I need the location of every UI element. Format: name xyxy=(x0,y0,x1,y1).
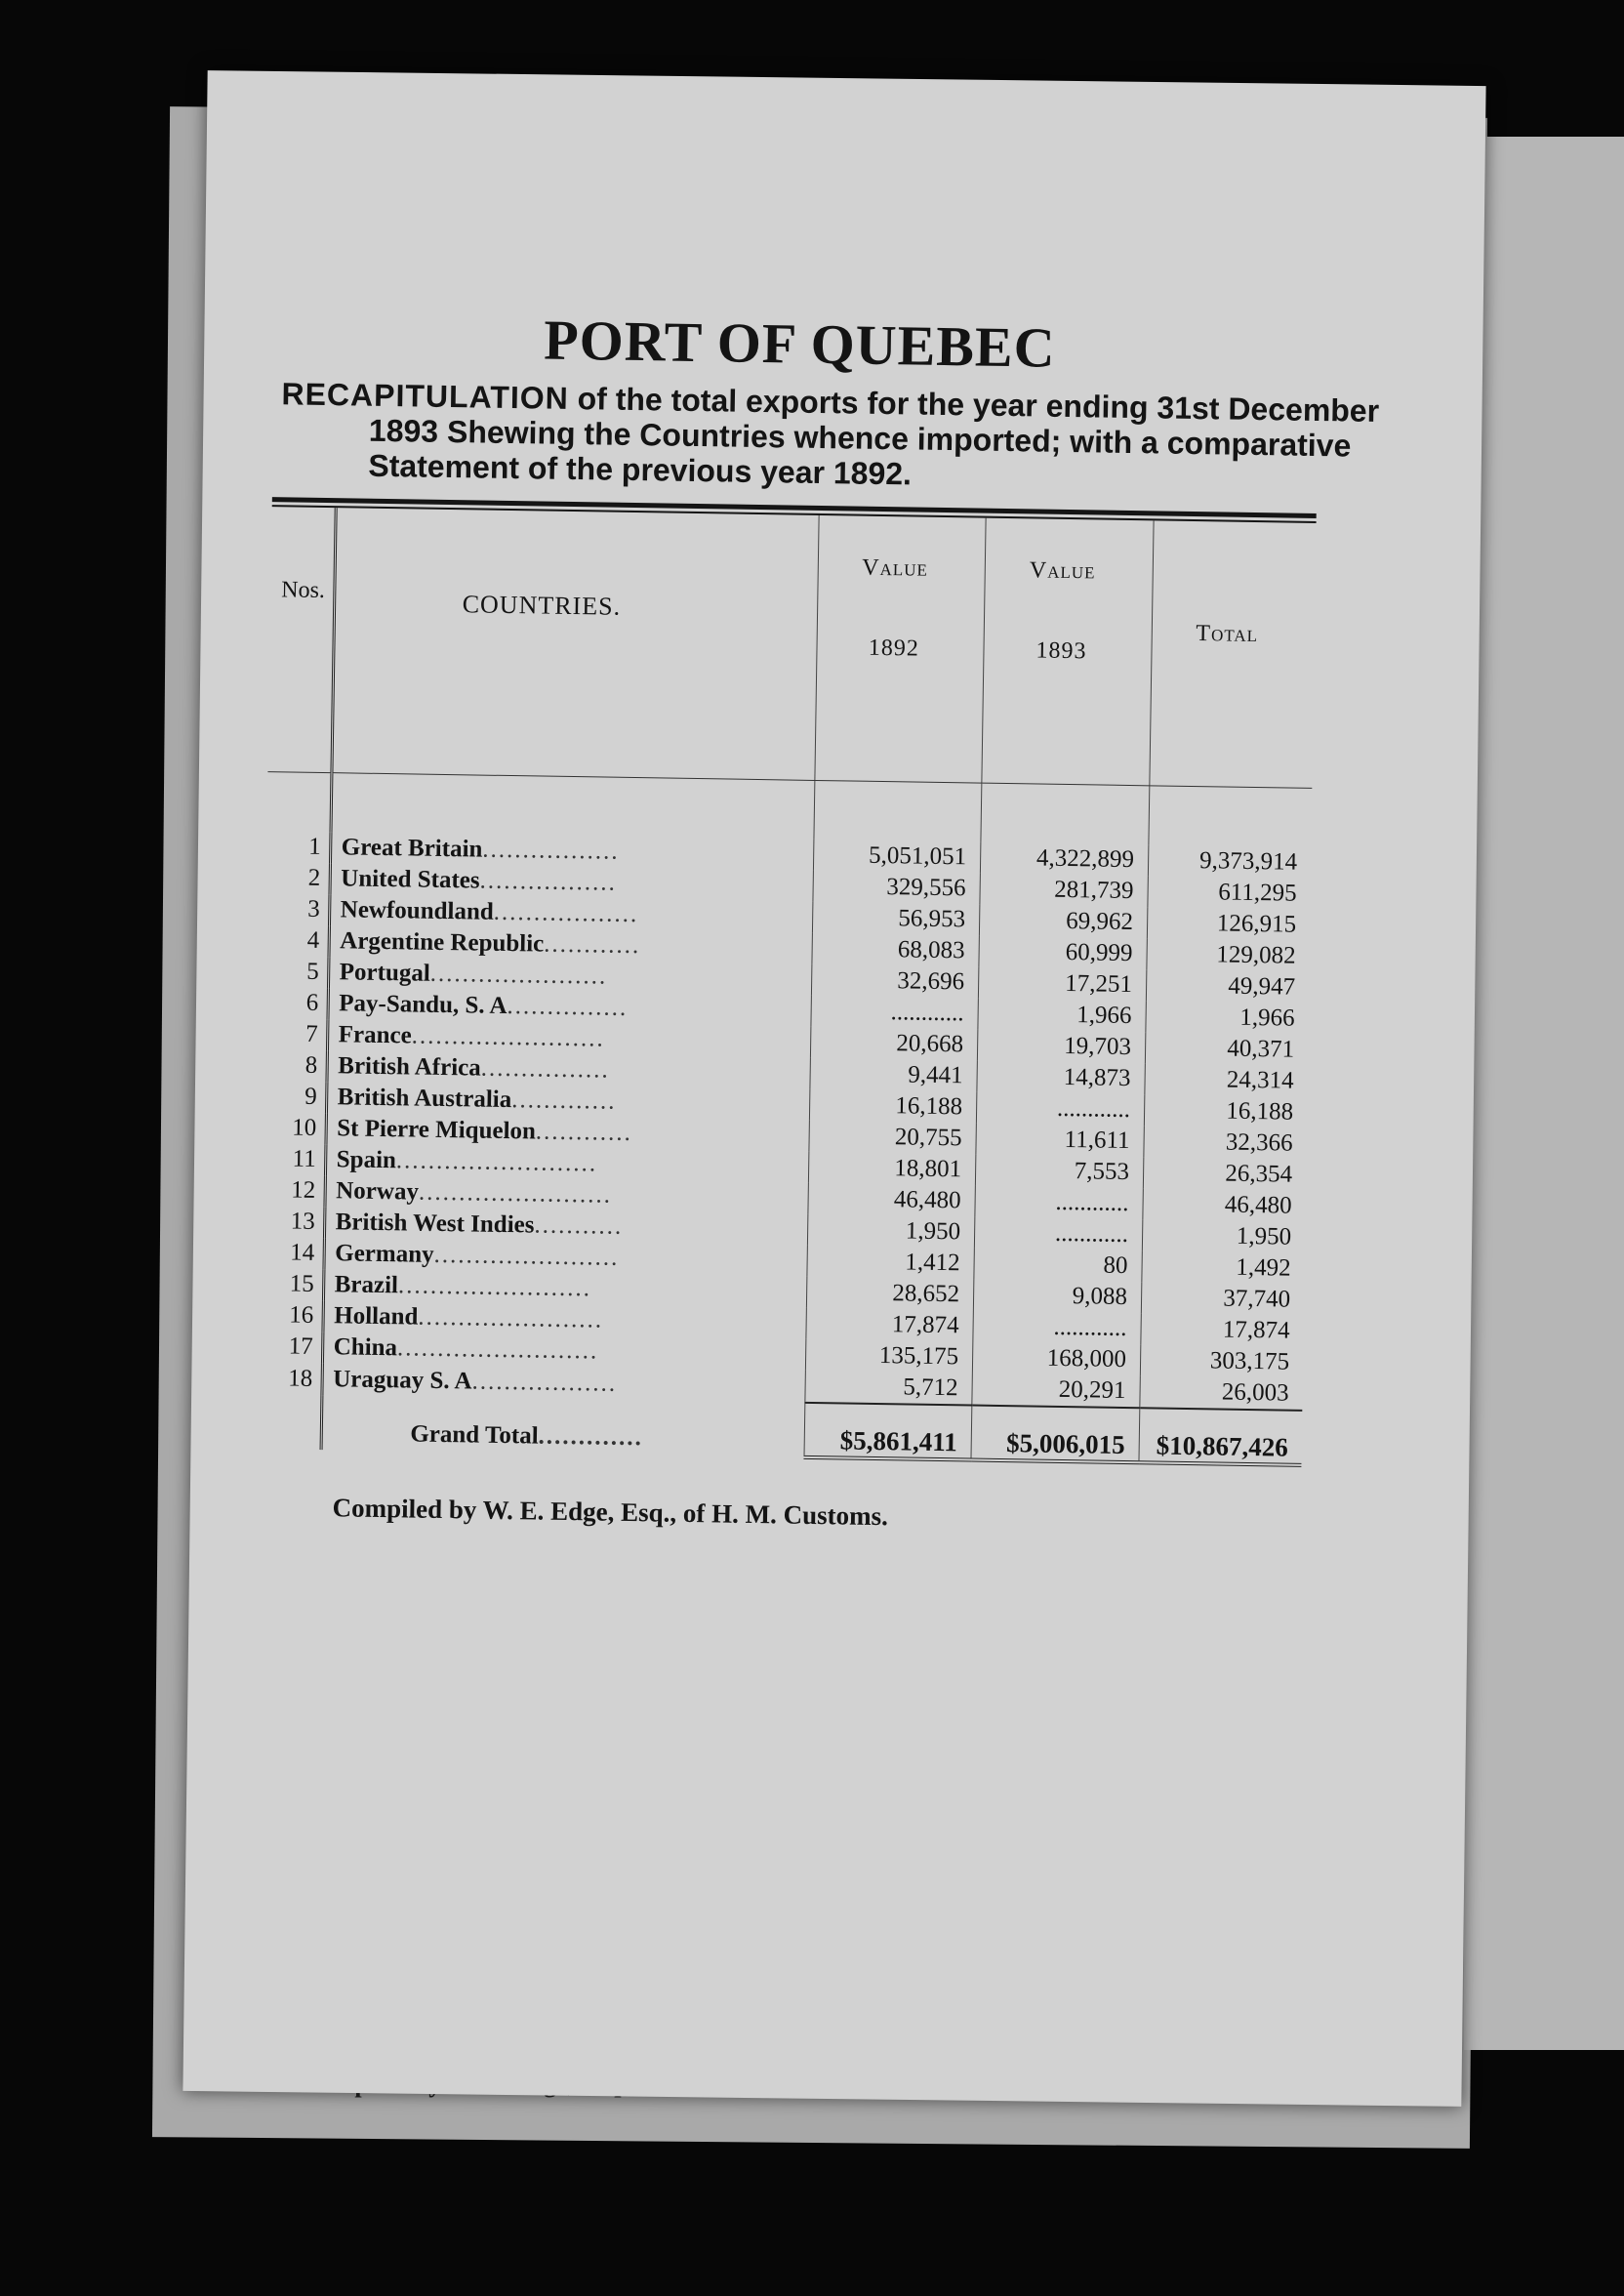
country-name: Norway xyxy=(336,1177,420,1206)
row-number: 14 xyxy=(260,1237,324,1269)
row-number: 3 xyxy=(265,893,330,925)
leader-dots: ............. xyxy=(511,1086,617,1115)
country-name: Great Britain xyxy=(341,834,483,863)
row-value-1893: 4,322,899 xyxy=(980,842,1148,877)
row-total: 1,966 xyxy=(1239,1004,1295,1032)
country-name: Germany xyxy=(335,1240,434,1268)
leader-dots: ........................ xyxy=(418,1178,613,1209)
row-total: 37,740 xyxy=(1223,1285,1291,1313)
leader-dots: ....................... xyxy=(433,1241,620,1271)
country-name: St Pierre Miquelon xyxy=(337,1115,537,1145)
leader-dots: ................. xyxy=(482,836,620,865)
row-total: 303,175 xyxy=(1209,1347,1290,1375)
header-total: Total xyxy=(1150,520,1317,788)
leader-dots: ................ xyxy=(480,1054,610,1084)
row-value-1893: ............ xyxy=(974,1217,1142,1251)
header-value-label-1893: Value xyxy=(1029,557,1096,585)
row-value-1892: 18,801 xyxy=(808,1152,976,1186)
row-value-1892: 135,175 xyxy=(805,1339,973,1374)
country-name: British Africa xyxy=(338,1052,481,1082)
row-number: 11 xyxy=(262,1143,326,1175)
page-subtitle xyxy=(280,376,1404,499)
row-number: 8 xyxy=(263,1049,327,1082)
leader-dots: ....................... xyxy=(418,1303,604,1333)
row-value-1893: ............ xyxy=(975,1186,1143,1220)
row-number: 13 xyxy=(261,1206,325,1238)
row-number: 6 xyxy=(264,987,328,1019)
row-value-1892: 56,953 xyxy=(812,902,980,936)
row-value-1893: 69,962 xyxy=(979,905,1147,939)
table-body xyxy=(258,772,1312,1411)
row-value-1893: ............ xyxy=(973,1311,1141,1345)
row-value-1893: 17,251 xyxy=(978,967,1146,1002)
row-value-1892: 28,652 xyxy=(806,1277,974,1311)
leader-dots: .................. xyxy=(471,1367,618,1397)
grand-total-1893: $5,006,015 xyxy=(971,1406,1140,1463)
row-total: 9,373,914 xyxy=(1198,847,1298,876)
grand-total-1892: $5,861,411 xyxy=(804,1403,972,1460)
header-year-1892: 1892 xyxy=(868,635,920,662)
header-value-1892 xyxy=(814,515,986,783)
country-name: British West Indies xyxy=(335,1209,535,1239)
row-number: 7 xyxy=(264,1018,328,1050)
header-countries: COUNTRIES. xyxy=(331,508,818,780)
row-number: 17 xyxy=(259,1331,323,1363)
row-number: 9 xyxy=(263,1081,327,1113)
row-number: 16 xyxy=(259,1299,323,1332)
country-name: Pay-Sandu, S. A xyxy=(339,990,508,1020)
header-nos: Nos. xyxy=(267,507,335,772)
row-number: 15 xyxy=(260,1268,324,1300)
row-total: 17,874 xyxy=(1222,1316,1290,1344)
leader-dots: ........................ xyxy=(397,1272,592,1302)
row-total: 611,295 xyxy=(1218,879,1297,907)
country-name: British Australia xyxy=(337,1084,512,1114)
country-name: Newfoundland xyxy=(340,896,494,925)
row-value-1893: 1,966 xyxy=(978,999,1146,1033)
row-value-1892: 68,083 xyxy=(812,933,980,967)
country-name: Spain xyxy=(336,1146,397,1174)
row-total: 129,082 xyxy=(1216,941,1296,969)
leader-dots: ........... xyxy=(534,1211,624,1240)
row-value-1893: 281,739 xyxy=(980,874,1148,908)
exports-table xyxy=(258,507,1317,1467)
row-value-1892: ............ xyxy=(811,996,979,1030)
leader-dots: .................. xyxy=(493,898,639,928)
row-value-1893: 60,999 xyxy=(979,936,1147,970)
country-name: China xyxy=(333,1333,398,1362)
row-number: 10 xyxy=(262,1112,326,1144)
row-value-1892: 20,755 xyxy=(809,1121,977,1155)
row-value-1893: ............ xyxy=(976,1092,1144,1127)
country-name: Portugal xyxy=(339,959,431,987)
row-value-1893: 19,703 xyxy=(977,1030,1145,1064)
row-value-1892: 9,441 xyxy=(810,1058,978,1092)
row-value-1892: 5,051,051 xyxy=(813,840,981,874)
row-value-1893: 11,611 xyxy=(976,1124,1144,1158)
row-number: 18 xyxy=(258,1362,322,1395)
row-value-1892: 32,696 xyxy=(811,964,979,999)
leader-dots: ......................... xyxy=(396,1334,599,1365)
leader-dots: ............ xyxy=(535,1118,633,1147)
row-total: 49,947 xyxy=(1228,972,1296,1001)
row-number: 12 xyxy=(261,1174,325,1207)
row-value-1892: 20,668 xyxy=(810,1027,978,1061)
grand-total-sum: $10,867,426 xyxy=(1139,1408,1302,1465)
leader-dots: ................. xyxy=(479,867,618,896)
row-value-1893: 14,873 xyxy=(977,1061,1145,1095)
row-value-1892: 17,874 xyxy=(805,1308,973,1342)
table-header-row xyxy=(267,507,1316,788)
row-value-1893: 9,088 xyxy=(973,1280,1141,1314)
document-content xyxy=(244,303,1380,1538)
row-number: 2 xyxy=(265,862,330,894)
row-total: 126,915 xyxy=(1216,910,1297,938)
row-total: 40,371 xyxy=(1227,1035,1295,1063)
country-name: France xyxy=(338,1021,412,1049)
header-year-1893: 1893 xyxy=(1035,637,1087,665)
row-total: 46,480 xyxy=(1224,1191,1292,1219)
row-value-1893: 20,291 xyxy=(972,1374,1140,1409)
page-title: PORT OF QUEBEC xyxy=(543,308,1057,380)
row-number: 5 xyxy=(264,956,329,988)
header-value-label-1892: Value xyxy=(862,554,929,582)
subtitle-text: of the total exports for the year ending 31st December 1893 Shewing the Countries whence imported; with a comparative Statement of the previous year 1892. xyxy=(368,381,1380,492)
row-total: 32,366 xyxy=(1225,1128,1293,1157)
subtitle-lead: RECAPITULATION xyxy=(281,376,570,416)
leader-dots: ...................... xyxy=(429,960,608,990)
grand-total-label: Grand Total............. xyxy=(321,1395,805,1457)
country-name: Uraguay S. A xyxy=(333,1365,472,1394)
row-value-1893: 7,553 xyxy=(975,1155,1143,1189)
leader-dots: ............ xyxy=(544,930,641,960)
row-value-1893: 168,000 xyxy=(972,1342,1140,1376)
country-name: Brazil xyxy=(334,1271,399,1299)
row-total: 16,188 xyxy=(1226,1097,1294,1126)
row-value-1893: 80 xyxy=(974,1249,1142,1283)
row-value-1892: 1,950 xyxy=(807,1214,975,1249)
row-number: 1 xyxy=(266,831,331,863)
row-total: 24,314 xyxy=(1226,1066,1294,1094)
row-total: 26,354 xyxy=(1225,1160,1293,1188)
compiled-by-note: Compiled by W. E. Edge, Esq., of H. M. Customs. xyxy=(332,1493,889,1532)
country-name: Argentine Republic xyxy=(340,927,545,958)
row-value-1892: 329,556 xyxy=(813,871,981,905)
adjacent-page-edge xyxy=(1464,137,1624,2050)
row-number: 4 xyxy=(264,924,329,957)
leader-dots: ......................... xyxy=(395,1147,598,1177)
row-total: 1,950 xyxy=(1236,1222,1292,1250)
country-name: Holland xyxy=(334,1302,419,1331)
row-total: 26,003 xyxy=(1221,1378,1289,1407)
row-total: 1,492 xyxy=(1236,1253,1291,1282)
country-name: United States xyxy=(341,865,480,894)
leader-dots: ........................ xyxy=(411,1022,605,1052)
row-value-1892: 5,712 xyxy=(804,1371,972,1406)
header-value-1893 xyxy=(982,518,1154,786)
row-value-1892: 1,412 xyxy=(807,1246,975,1280)
leader-dots: ............... xyxy=(507,993,629,1021)
row-value-1892: 46,480 xyxy=(808,1183,976,1217)
row-value-1892: 16,188 xyxy=(809,1089,977,1124)
